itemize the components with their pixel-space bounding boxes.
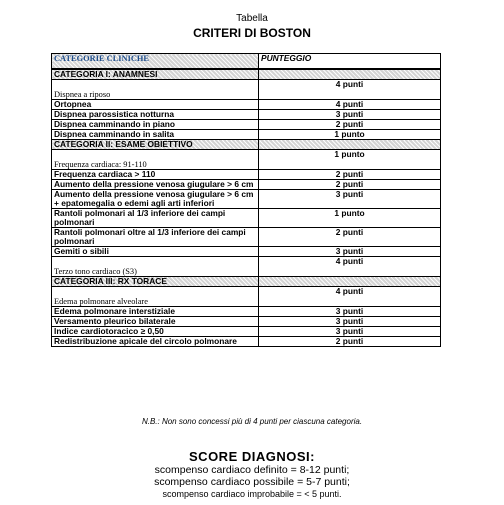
criterion-points: 4 punti	[259, 80, 441, 100]
criterion-label: Dispnea camminando in salita	[52, 130, 259, 140]
criterion-points: 2 punti	[259, 170, 441, 180]
criterion-points: 1 punto	[259, 150, 441, 170]
table-row	[52, 180, 441, 190]
table-row	[52, 317, 441, 327]
table-caption: Tabella	[236, 13, 268, 24]
category-name: CATEGORIA I: ANAMNESI	[52, 69, 259, 80]
table-row	[52, 209, 441, 228]
criterion-label: Frequenza cardiaca: 91-110	[52, 150, 259, 170]
table-row	[52, 150, 441, 170]
table-row	[52, 100, 441, 110]
category-row	[52, 277, 441, 287]
criterion-label: Edema polmonare alveolare	[52, 287, 259, 307]
criterion-label: Gemiti o sibili	[52, 247, 259, 257]
header-score: PUNTEGGIO	[259, 54, 441, 70]
table-row	[52, 120, 441, 130]
table-row	[52, 110, 441, 120]
criterion-points: 1 punto	[259, 209, 441, 228]
criterion-label: Rantoli polmonari oltre al 1/3 inferiore dei campi polmonari	[52, 228, 259, 247]
criterion-label: Terzo tono cardiaco (S3)	[52, 257, 259, 277]
criterion-points: 1 punto	[259, 130, 441, 140]
table-row	[52, 190, 441, 209]
score-title: SCORE DIAGNOSI:	[189, 449, 315, 464]
score-line-definite: scompenso cardiaco definito = 8-12 punti;	[154, 464, 350, 476]
table-row	[52, 257, 441, 277]
category-name: CATEGORIA II: ESAME OBIETTIVO	[52, 140, 259, 150]
criterion-points: 3 punti	[259, 317, 441, 327]
score-line-unlikely: scompenso cardiaco improbabile = < 5 punti.	[162, 489, 342, 499]
criterion-points: 4 punti	[259, 257, 441, 277]
criterion-label: Dispnea camminando in piano	[52, 120, 259, 130]
table-row	[52, 228, 441, 247]
table-row	[52, 327, 441, 337]
table-row	[52, 80, 441, 100]
boston-criteria-table	[51, 53, 441, 347]
criterion-label: Edema polmonare interstiziale	[52, 307, 259, 317]
criterion-label: Versamento pleurico bilaterale	[52, 317, 259, 327]
category-row	[52, 69, 441, 80]
criterion-points: 3 punti	[259, 247, 441, 257]
criterion-points: 2 punti	[259, 228, 441, 247]
header-clinical-categories: CATEGORIE CLINICHE	[52, 54, 259, 70]
criterion-label: Indice cardiotoracico ≥ 0,50	[52, 327, 259, 337]
footnote: N.B.: Non sono concessi più di 4 punti per ciascuna categoria.	[141, 417, 363, 426]
criterion-points: 4 punti	[259, 100, 441, 110]
page-title: CRITERI DI BOSTON	[193, 26, 311, 40]
criterion-label: Dispnea a riposo	[52, 80, 259, 100]
criterion-label: Ortopnea	[52, 100, 259, 110]
category-score-blank	[259, 277, 441, 287]
criterion-points: 3 punti	[259, 327, 441, 337]
criterion-label: Frequenza cardiaca > 110	[52, 170, 259, 180]
table-row	[52, 307, 441, 317]
table-row	[52, 247, 441, 257]
criterion-points: 2 punti	[259, 180, 441, 190]
criterion-label: Aumento della pressione venosa giugulare > 6 cm	[52, 180, 259, 190]
category-score-blank	[259, 69, 441, 80]
criterion-points: 4 punti	[259, 287, 441, 307]
category-row	[52, 140, 441, 150]
table-row	[52, 130, 441, 140]
category-score-blank	[259, 140, 441, 150]
criterion-points: 2 punti	[259, 337, 441, 347]
criterion-label: Dispnea parossistica notturna	[52, 110, 259, 120]
criterion-label: Rantoli polmonari al 1/3 inferiore dei campi polmonari	[52, 209, 259, 228]
table-header-row	[52, 54, 441, 70]
table-row	[52, 337, 441, 347]
criterion-label: Aumento della pressione venosa giugulare > 6 cm + epatomegalia o edemi agli arti inferiori	[52, 190, 259, 209]
criterion-points: 3 punti	[259, 190, 441, 209]
score-line-possible: scompenso cardiaco possibile = 5-7 punti;	[154, 476, 350, 488]
category-name: CATEGORIA III: RX TORACE	[52, 277, 259, 287]
criterion-label: Redistribuzione apicale del circolo polmonare	[52, 337, 259, 347]
criterion-points: 3 punti	[259, 307, 441, 317]
table-row	[52, 170, 441, 180]
table-row	[52, 287, 441, 307]
criterion-points: 2 punti	[259, 120, 441, 130]
criterion-points: 3 punti	[259, 110, 441, 120]
